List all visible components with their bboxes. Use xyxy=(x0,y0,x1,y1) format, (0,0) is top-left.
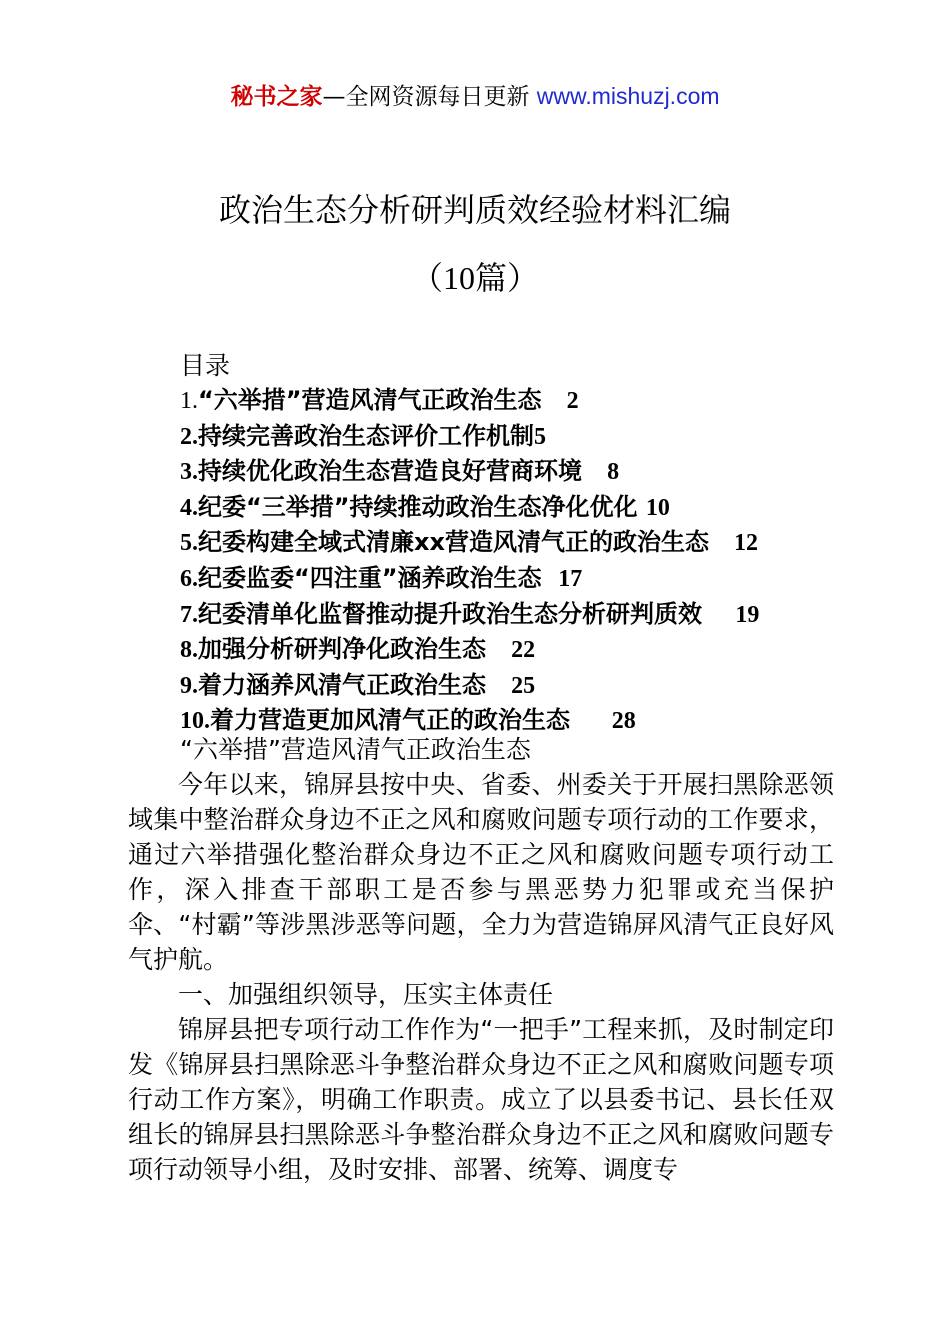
toc-item-number: 5. xyxy=(180,530,198,557)
toc-item-text: 纪委“三举措”持续推动政治生态净化优化 xyxy=(198,492,638,521)
article-heading: “六举措”营造风清气正政治生态 xyxy=(180,735,531,764)
toc-item-number: 8. xyxy=(180,637,198,664)
toc-item[interactable] xyxy=(180,597,759,633)
toc-item-page: 19 xyxy=(735,601,760,628)
toc-item[interactable] xyxy=(180,632,759,668)
toc-item-number: 10. xyxy=(180,708,210,735)
toc-item-text: 加强分析研判净化政治生态 xyxy=(198,635,486,664)
article-paragraph: 锦屏县把专项行动工作作为“一把手”工程来抓，及时制定印发《锦屏县扫黑除恶斗争整治群众身边不正之风和腐败问题专项行动工作方案》，明确工作职责。成立了以县委书记、县长任双组长的锦屏县扫黑除恶斗争整治群众身边不正之风和腐败问题专项行动领导小组，及时安排、部署、统筹、调度专 xyxy=(128,1015,834,1184)
toc-item-page: 10 xyxy=(645,494,670,521)
toc-label: 目录 xyxy=(180,351,231,380)
toc-item-number: 4. xyxy=(180,494,198,521)
toc-item[interactable] xyxy=(180,454,759,490)
article-body xyxy=(128,732,834,1187)
document-subtitle: （10篇） xyxy=(410,260,539,296)
toc-item-text: 纪委构建全域式清廉xx营造风清气正的政治生态 xyxy=(198,528,709,557)
site-tagline: —全网资源每日更新 xyxy=(322,84,537,110)
toc-item-text: 纪委清单化监督推动提升政治生态分析研判质效 xyxy=(198,599,702,628)
article-paragraph: 今年以来，锦屏县按中央、省委、州委关于开展扫黑除恶领域集中整治群众身边不正之风和腐败问题专项行动的工作要求，通过六举措强化整治群众身边不正之风和腐败问题专项行动工作，深入排查干部职工是否参与黑恶势力犯罪或充当保护伞、“村霸”等涉黑涉恶等问题，全力为营造锦屏风清气正良好风气护航。 xyxy=(128,770,834,974)
toc-item-text: 纪委监委“四注重”涵养政治生态 xyxy=(198,563,542,592)
toc-item-text: 着力营造更加风清气正的政治生态 xyxy=(210,706,570,735)
toc-item[interactable] xyxy=(180,419,759,455)
toc-item-text: 持续优化政治生态营造良好营商环境 xyxy=(198,457,582,486)
toc-item-number: 1. xyxy=(180,388,198,414)
toc-item[interactable] xyxy=(180,561,759,597)
toc-item-page: 8 xyxy=(607,459,620,486)
toc-item-page: 12 xyxy=(734,530,759,557)
toc-item-text: 着力涵养风清气正政治生态 xyxy=(198,670,486,699)
toc-item[interactable] xyxy=(180,668,759,704)
toc-item-page: 28 xyxy=(611,708,636,735)
toc-item-page: 17 xyxy=(558,565,583,592)
site-url-link[interactable]: www.mishuzj.com xyxy=(536,83,720,109)
toc-item-number: 7. xyxy=(180,601,198,628)
toc-item-text: 持续完善政治生态评价工作机制 xyxy=(198,421,534,450)
toc-item[interactable] xyxy=(180,383,759,419)
site-brand: 秘书之家 xyxy=(230,84,323,110)
section-heading: 一、加强组织领导，压实主体责任 xyxy=(178,980,554,1009)
toc-item-text: “六举措”营造风清气正政治生态 xyxy=(198,386,542,414)
table-of-contents xyxy=(180,383,759,739)
toc-item[interactable] xyxy=(180,490,759,526)
toc-item-page: 22 xyxy=(511,637,536,664)
toc-item-number: 3. xyxy=(180,459,198,486)
toc-item-page: 25 xyxy=(511,672,536,699)
toc-item-number: 2. xyxy=(180,423,198,450)
toc-item-number: 6. xyxy=(180,565,198,592)
toc-item-page: 5 xyxy=(534,423,546,450)
document-title: 政治生态分析研判质效经验材料汇编 xyxy=(218,191,731,229)
toc-item-page: 2 xyxy=(566,388,579,414)
toc-item-number: 9. xyxy=(180,672,198,699)
site-header xyxy=(0,80,950,113)
toc-item[interactable] xyxy=(180,525,759,561)
